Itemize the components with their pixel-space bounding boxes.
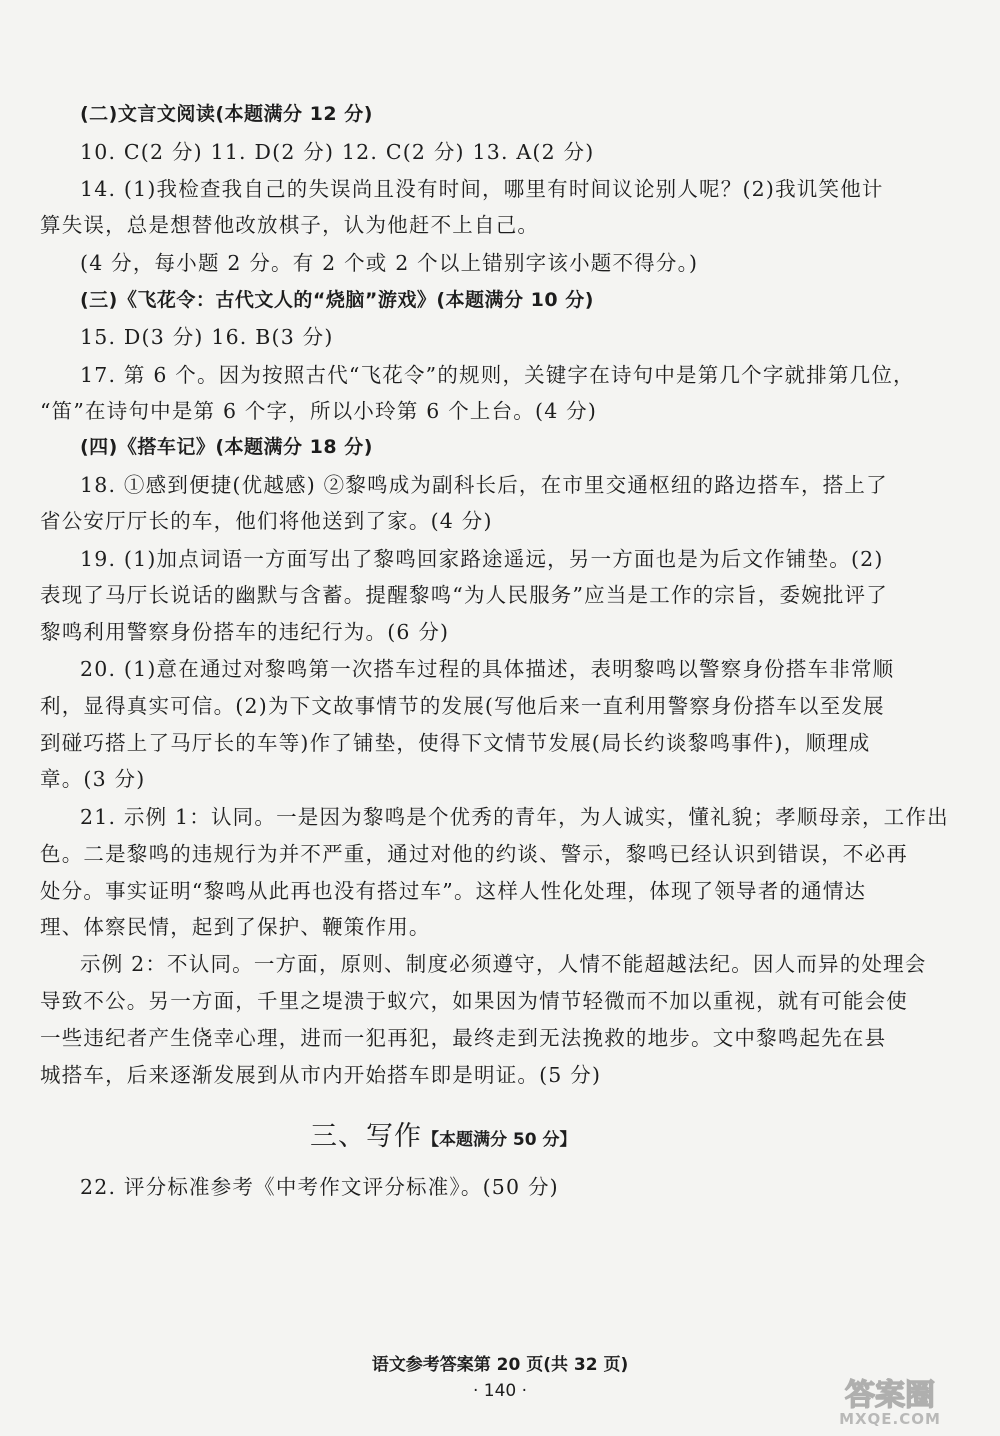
answer-21-example2-line1: 示例 2：不认同。一方面，原则、制度必须遵守，人情不能超越法纪。因人而异的处理会 — [80, 952, 927, 976]
answer-14-line1: 14. (1)我检查我自己的失误尚且没有时间，哪里有时间议论别人呢？(2)我讥笑他计 — [80, 177, 884, 201]
answer-14-line2: 算失误，总是想替他改放棋子，认为他赶不上自己。 — [40, 213, 540, 237]
answer-21-example2-line3: 一些违纪者产生侥幸心理，进而一犯再犯，最终走到无法挽救的地步。文中黎鸣起先在县 — [40, 1026, 887, 1050]
footer-page-number: · 140 · — [472, 1381, 528, 1401]
svg-text:MXQE.COM: MXQE.COM — [839, 1410, 941, 1428]
section-title-writing — [310, 1114, 577, 1153]
answers-10-13: 10. C(2 分) 11. D(2 分) 12. C(2 分) 13. A(2 分) — [80, 140, 595, 164]
answer-20-line2: 利，显得真实可信。(2)为下文故事情节的发展(写他后来一直利用警察身份搭车以至发展 — [40, 694, 885, 718]
section-title-main: 三、写作 — [310, 1121, 422, 1152]
answer-18-line1: 18. ①感到便捷(优越感) ②黎鸣成为副科长后，在市里交通枢纽的路边搭车，搭上了 — [80, 473, 888, 497]
answer-19-line3: 黎鸣利用警察身份搭车的违纪行为。(6 分) — [40, 620, 450, 644]
svg-text:答案圈: 答案圈 — [845, 1378, 935, 1413]
answers-15-16: 15. D(3 分) 16. B(3 分) — [80, 325, 334, 349]
heading-classical-chinese: (二)文言文阅读(本题满分 12 分) — [80, 103, 373, 125]
answer-20-line1: 20. (1)意在通过对黎鸣第一次搭车过程的具体描述，表明黎鸣以警察身份搭车非常顺 — [80, 657, 895, 681]
answer-21-line4: 理、体察民情，起到了保护、鞭策作用。 — [40, 915, 431, 939]
answer-14-scoring: (4 分，每小题 2 分。有 2 个或 2 个以上错别字该小题不得分。) — [80, 251, 699, 275]
watermark-logo — [790, 1372, 985, 1428]
answer-20-line3: 到碰巧搭上了马厅长的车等)作了铺垫，使得下文情节发展(局长约谈黎鸣事件)，顺理成 — [40, 731, 871, 755]
answer-21-line3: 处分。事实证明“黎鸣从此再也没有搭过车”。这样人性化处理，体现了领导者的通情达 — [40, 879, 867, 903]
answer-19-line2: 表现了马厅长说话的幽默与含蓄。提醒黎鸣“为人民服务”应当是工作的宗旨，委婉批评了 — [40, 583, 888, 607]
heading-dacheji: (四)《搭车记》(本题满分 18 分) — [80, 436, 373, 458]
answer-22: 22. 评分标准参考《中考作文评分标准》。(50 分) — [80, 1175, 559, 1199]
answer-19-line1: 19. (1)加点词语一方面写出了黎鸣回家路途遥远，另一方面也是为后文作铺垫。(2) — [80, 547, 884, 571]
answer-21-example2-line4: 城搭车，后来逐渐发展到从市内开始搭车即是明证。(5 分) — [40, 1063, 602, 1087]
heading-feihualing: (三)《飞花令：古代文人的“烧脑”游戏》(本题满分 10 分) — [80, 289, 594, 311]
answer-17-line1: 17. 第 6 个。因为按照古代“飞花令”的规则，关键字在诗句中是第几个字就排第几位， — [80, 363, 915, 387]
footer-page-info: 语文参考答案第 20 页(共 32 页) — [371, 1355, 629, 1375]
answer-21-line2: 色。二是黎鸣的违规行为并不严重，通过对他的约谈、警示，黎鸣已经认识到错误，不必再 — [40, 842, 908, 866]
answer-18-line2: 省公安厅厅长的车，他们将他送到了家。(4 分) — [40, 509, 493, 533]
answer-21-example2-line2: 导致不公。另一方面，千里之堤溃于蚁穴，如果因为情节轻微而不加以重视，就有可能会使 — [40, 989, 908, 1013]
section-score: 【本题满分 50 分】 — [422, 1130, 577, 1150]
answer-20-line4: 章。(3 分) — [40, 767, 146, 791]
answer-17-line2: “笛”在诗句中是第 6 个字，所以小玲第 6 个上台。(4 分) — [40, 399, 598, 423]
answer-21-line1: 21. 示例 1：认同。一是因为黎鸣是个优秀的青年，为人诚实，懂礼貌；孝顺母亲，工作出 — [80, 805, 949, 829]
watermark-logo-icon — [790, 1372, 985, 1428]
